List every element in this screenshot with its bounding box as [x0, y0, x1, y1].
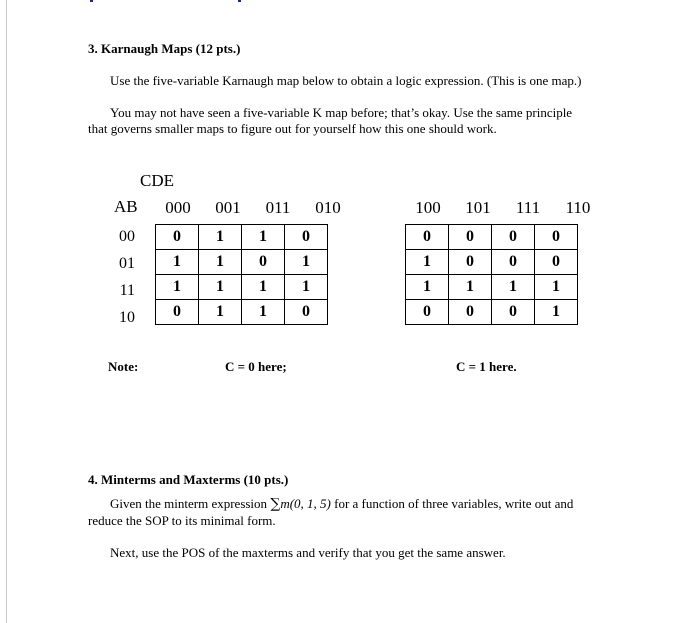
kmap-row [156, 250, 328, 275]
sigma-symbol: ∑ [270, 496, 281, 512]
kmap-cell: 1 [535, 275, 578, 300]
row-label: 10 [119, 309, 135, 326]
top-mark [90, 0, 93, 2]
left-col-header: 001 [215, 198, 241, 217]
row-label: 11 [119, 282, 135, 299]
cde-label: CDE [140, 171, 174, 190]
kmap-cell: 1 [199, 300, 242, 325]
kmap-row [406, 225, 578, 250]
right-col-header: 100 [415, 198, 441, 217]
kmap-row [406, 300, 578, 325]
row-label: 00 [119, 228, 135, 245]
kmap-row [406, 250, 578, 275]
kmap-cell: 1 [199, 275, 242, 300]
kmap-cell: 0 [449, 300, 492, 325]
kmap-cell: 1 [449, 275, 492, 300]
note-label: Note: [108, 359, 139, 374]
kmap-row [156, 225, 328, 250]
kmap-cell: 0 [285, 300, 328, 325]
page-edge [6, 0, 7, 623]
q4-paragraph-1b: reduce the SOP to its minimal form. [88, 513, 276, 528]
kmap-cell: 0 [449, 250, 492, 275]
kmap-cell: 1 [492, 275, 535, 300]
kmap-cell: 0 [242, 250, 285, 275]
kmap-cell: 0 [535, 225, 578, 250]
minterm-expression: m(0, 1, 5) [280, 496, 331, 511]
kmap-cell: 1 [285, 250, 328, 275]
kmap-cell: 0 [156, 300, 199, 325]
kmap-row [406, 275, 578, 300]
left-col-header: 011 [265, 198, 291, 217]
kmap-cell: 1 [199, 250, 242, 275]
q3-paragraph-2b: that governs smaller maps to figure out for yourself how this one should work. [88, 121, 497, 136]
q4-paragraph-1 [110, 496, 573, 512]
kmap-row [156, 300, 328, 325]
kmap-cell: 0 [492, 250, 535, 275]
kmap-cell: 0 [406, 225, 449, 250]
row-label: 01 [119, 255, 135, 272]
q4-p1-start: Given the minterm expression [110, 496, 271, 511]
kmap-cell: 1 [242, 300, 285, 325]
kmap-cell: 1 [242, 225, 285, 250]
kmap-cell: 1 [285, 275, 328, 300]
kmap-cell: 0 [406, 300, 449, 325]
left-col-header: 010 [315, 198, 341, 217]
kmap-cell: 1 [535, 300, 578, 325]
kmap-cell: 1 [156, 275, 199, 300]
note-c0: C = 0 here; [225, 359, 287, 374]
kmap-cell: 0 [492, 300, 535, 325]
kmap-cell: 0 [156, 225, 199, 250]
right-col-header: 101 [465, 198, 491, 217]
q4-title: 4. Minterms and Maxterms (10 pts.) [88, 472, 289, 487]
q4-p1-end: for a function of three variables, write out and [330, 496, 574, 511]
ab-label: AB [114, 197, 138, 216]
kmap-cell: 0 [492, 225, 535, 250]
q3-paragraph-2a: You may not have seen a five-variable K map before; that’s okay. Use the same principle [110, 105, 573, 120]
kmap-cell: 0 [535, 250, 578, 275]
kmap-cell: 0 [449, 225, 492, 250]
q3-title: 3. Karnaugh Maps (12 pts.) [88, 41, 241, 56]
top-mark [238, 0, 241, 2]
q4-paragraph-2: Next, use the POS of the maxterms and verify that you get the same answer. [110, 545, 506, 560]
right-col-header: 110 [565, 198, 591, 217]
kmap-cell: 1 [406, 250, 449, 275]
kmap-right [405, 224, 578, 325]
right-col-header: 111 [515, 198, 541, 217]
left-col-header: 000 [165, 198, 191, 217]
kmap-cell: 1 [156, 250, 199, 275]
kmap-cell: 1 [406, 275, 449, 300]
kmap-cell: 1 [199, 225, 242, 250]
kmap-left [155, 224, 328, 325]
note-c1: C = 1 here. [456, 359, 517, 374]
kmap-row [156, 275, 328, 300]
kmap-cell: 0 [285, 225, 328, 250]
kmap-cell: 1 [242, 275, 285, 300]
q3-paragraph-1: Use the five-variable Karnaugh map below to obtain a logic expression. (This is one map.) [110, 73, 582, 88]
